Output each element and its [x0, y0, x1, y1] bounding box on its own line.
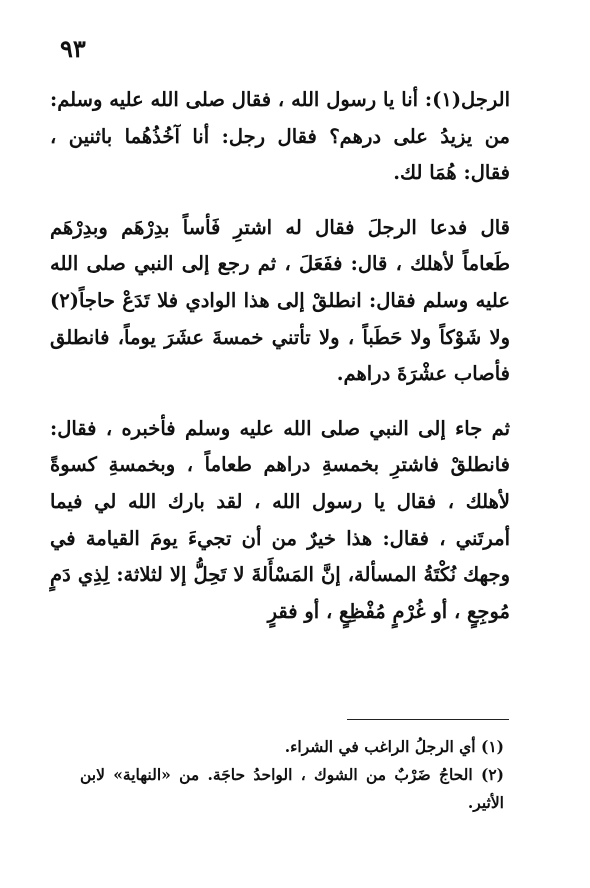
footnote-1: (١) أي الرجلُ الراغب في الشراء. — [284, 737, 504, 756]
footnote-separator — [347, 719, 509, 720]
footnote-2: (٢) الحاجُ ضَرْبٌ من الشوك ، الواحدُ حاجَة. من «النهاية» لابن الأثير. — [80, 765, 504, 812]
footnotes — [80, 733, 504, 817]
paragraph-1: الرجل(١): أنا يا رسول الله ، فقال صلى الله عليه وسلم: من يزيدُ على درهم؟ فقال رجل: أنا آخُذُهُما باثنين ، فقال: هُمَا لك. — [50, 88, 510, 185]
paragraph-2: قال فدعا الرجلَ فقال له اشترِ فَأساً بدِرْهَم وبدِرْهَم طَعاماً لأهلك ، قال: ففَعَلَ ، ثم رجع إلى النبي صلى الله عليه وسلم فقال: انطلقْ إلى هذا الوادي فلا تَدَعْ حاجاً(٢) ولا شَوْكاً ولا حَطَباً ، ولا تأتني خمسةَ عشَرَ يوماً، فانطلق فأصاب عشْرَةَ دراهم. — [50, 215, 510, 386]
body-text — [50, 82, 510, 630]
page-number: ٩٣ — [60, 34, 86, 63]
paragraph-3: ثم جاء إلى النبي صلى الله عليه وسلم فأخبره ، فقال: فانطلقْ فاشترِ بخمسةِ دراهم طعاماً ، وبخمسةِ كسوةً لأهلك ، فقال يا رسول الله ، لقد بارك الله لي فيما أمرتَني ، فقال: هذا خيرٌ من أن تجيءَ يومَ القيامة في وجهك نُكْتَةُ المسألة، إنَّ المَسْأَلةَ لا تَحِلُّ إلا لثلاثة: لِذِي دَمٍ مُوجِعٍ ، أو غُرْمٍ مُفْظِعٍ ، أو فقرٍ — [50, 416, 510, 623]
